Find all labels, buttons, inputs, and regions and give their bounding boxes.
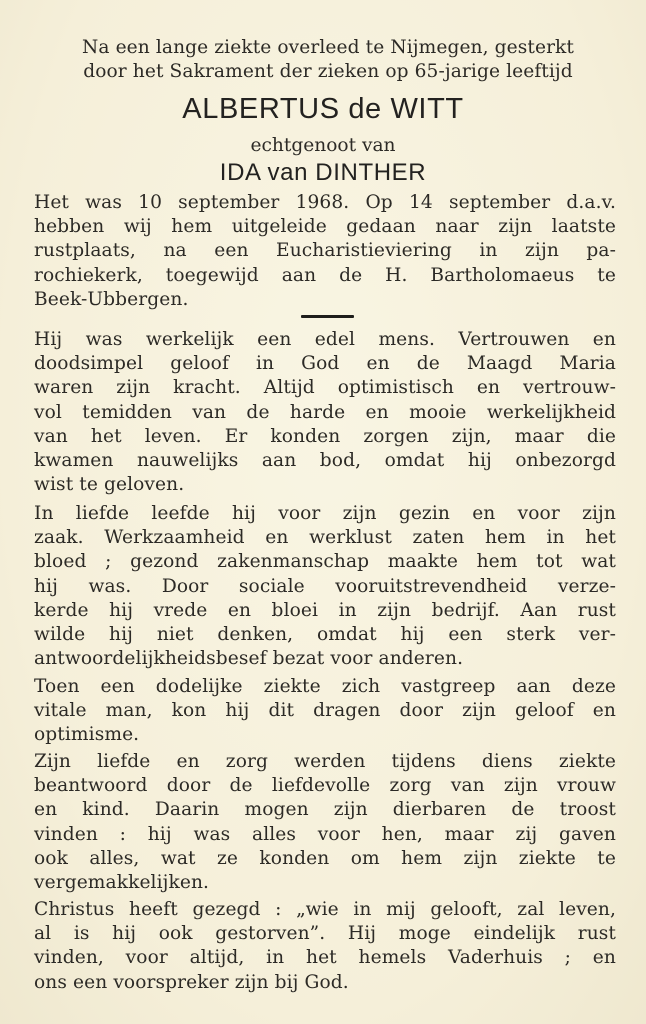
text-line: hebben wij hem uitgeleide gedaan naar zijn laatste	[34, 216, 616, 238]
text-line: waren zijn kracht. Altijd optimistisch en vertrouw-	[34, 377, 616, 399]
text-line: ook alles, wat ze konden om hem zijn ziekte te	[34, 847, 616, 869]
intro-text	[38, 36, 618, 84]
text-line: antwoordelijkheidsbesef bezat voor anderen.	[34, 648, 464, 670]
divider-rule	[301, 315, 354, 318]
text-line: vinden : hij was alles voor hen, maar zij gaven	[34, 823, 616, 845]
text-line: vinden, voor altijd, in het hemels Vaderhuis ; en	[34, 947, 616, 969]
text-line: Christus heeft gezegd : „wie in mij gelooft, zal leven,	[34, 899, 616, 920]
text-line: al is hij ook gestorven”. Hij moge eindelijk rust	[34, 923, 616, 945]
text-line: rochiekerk, toegewijd aan de H. Bartholomaeus te	[34, 264, 616, 286]
deceased-name: ALBERTUS de WITT	[182, 93, 464, 125]
text-line: wilde hij niet denken, omdat hij een sterk ver-	[34, 624, 616, 646]
paragraph-family-business	[34, 502, 616, 671]
intro-line: door het Sakrament der zieken op 65-jarige leeftijd	[83, 61, 573, 82]
text-line: bloed ; gezond zakenmanschap maakte hem tot wat	[34, 551, 616, 573]
text-line: optimisme.	[34, 724, 140, 746]
text-line: Zijn liefde en zorg werden tijdens diens ziekte	[34, 751, 616, 772]
spouse-label: echtgenoot van	[250, 135, 396, 156]
text-line: In liefde leefde hij voor zijn gezin en voor zijn	[34, 503, 616, 524]
text-line: Het was 10 september 1968. Op 14 september d.a.v.	[34, 192, 616, 213]
paragraph-closing-prayer	[34, 898, 616, 995]
text-line: kerde hij vrede en bloei in zijn bedrijf. Aan rust	[34, 599, 616, 621]
intro-line: Na een lange ziekte overleed te Nijmegen, gesterkt	[82, 37, 574, 58]
text-line: zaak. Werkzaamheid en werklust zaten hem in het	[34, 527, 616, 549]
text-line: ons een voorspreker zijn bij God.	[34, 971, 349, 993]
text-line: Beek-Ubbergen.	[34, 288, 189, 310]
text-line: rustplaats, na een Eucharistieviering in zijn pa-	[34, 240, 616, 262]
text-line: beantwoord door de liefdevolle zorg van zijn vrouw	[34, 775, 616, 797]
text-line: vergemakkelijken.	[34, 872, 210, 894]
text-line: hij was. Door sociale vooruitstrevendheid verze-	[34, 575, 616, 597]
text-line: en kind. Daarin mogen zijn dierbaren de troost	[34, 799, 616, 821]
paragraph-funeral	[34, 191, 616, 312]
text-line: Toen een dodelijke ziekte zich vastgreep aan deze	[34, 676, 616, 697]
paragraph-love-care	[34, 750, 616, 895]
text-line: vitale man, kon hij dit dragen door zijn geloof en	[34, 700, 616, 722]
text-line: kwamen nauwelijks aan bod, omdat hij onbezorgd	[34, 450, 616, 472]
paragraph-illness	[34, 675, 616, 748]
paragraph-character	[34, 328, 616, 497]
text-line: doodsimpel geloof in God en de Maagd Maria	[34, 353, 616, 375]
text-line: vol temidden van de harde en mooie werkelijkheid	[34, 401, 616, 423]
text-line: Hij was werkelijk een edel mens. Vertrouwen en	[34, 329, 616, 350]
spouse-name: IDA van DINTHER	[219, 159, 427, 186]
text-line: wist te geloven.	[34, 474, 185, 496]
text-line: van het leven. Er konden zorgen zijn, maar die	[34, 425, 616, 447]
